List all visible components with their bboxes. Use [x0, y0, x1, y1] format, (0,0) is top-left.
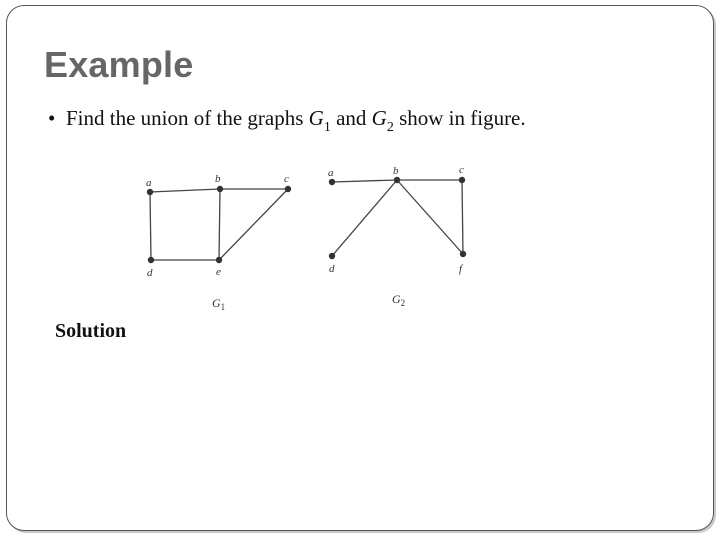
vertex-c	[285, 186, 291, 192]
graph-g2	[328, 164, 466, 308]
vertex-label-a: a	[328, 167, 334, 179]
graph-g1	[146, 173, 291, 312]
g1-subscript: 1	[323, 120, 331, 135]
edge-e-c	[219, 189, 288, 260]
bullet-prefix: Find the union of the graphs	[66, 106, 304, 130]
vertex-label-b: b	[393, 165, 399, 177]
vertex-b	[217, 186, 223, 192]
g2-symbol: G	[371, 106, 387, 130]
vertex-a	[329, 179, 335, 185]
vertex-label-b: b	[215, 173, 221, 185]
slide-title: Example	[44, 44, 194, 85]
edge-a-b	[332, 180, 397, 182]
graph-caption: $G_2$	[392, 292, 406, 308]
solution-label: Solution	[55, 320, 127, 342]
vertex-label-c: c	[459, 164, 464, 176]
bullet-text	[48, 106, 526, 136]
vertex-label-f: f	[459, 263, 463, 275]
vertex-b	[394, 177, 400, 183]
graph-caption: $G_1$	[212, 296, 226, 312]
vertex-a	[147, 189, 153, 195]
vertex-d	[329, 253, 335, 259]
g1-symbol: G	[308, 106, 324, 130]
g2-subscript: 2	[386, 120, 394, 135]
vertex-label-c: c	[284, 173, 289, 185]
vertex-c	[459, 177, 465, 183]
vertex-label-d: d	[329, 263, 335, 275]
vertex-label-d: d	[147, 267, 153, 279]
bullet-dot-icon: •	[48, 106, 56, 130]
edge-c-f	[462, 180, 463, 254]
edge-a-b	[150, 189, 220, 192]
vertex-label-a: a	[146, 177, 152, 189]
vertex-label-e: e	[216, 266, 221, 278]
edge-a-d	[150, 192, 151, 260]
edge-b-d	[332, 180, 397, 256]
vertex-f	[460, 251, 466, 257]
bullet-suffix: show in figure.	[399, 106, 526, 130]
vertex-e	[216, 257, 222, 263]
graph-figure	[130, 160, 490, 320]
edge-b-f	[397, 180, 463, 254]
vertex-d	[148, 257, 154, 263]
bullet-middle: and	[336, 106, 367, 130]
edge-b-e	[219, 189, 220, 260]
